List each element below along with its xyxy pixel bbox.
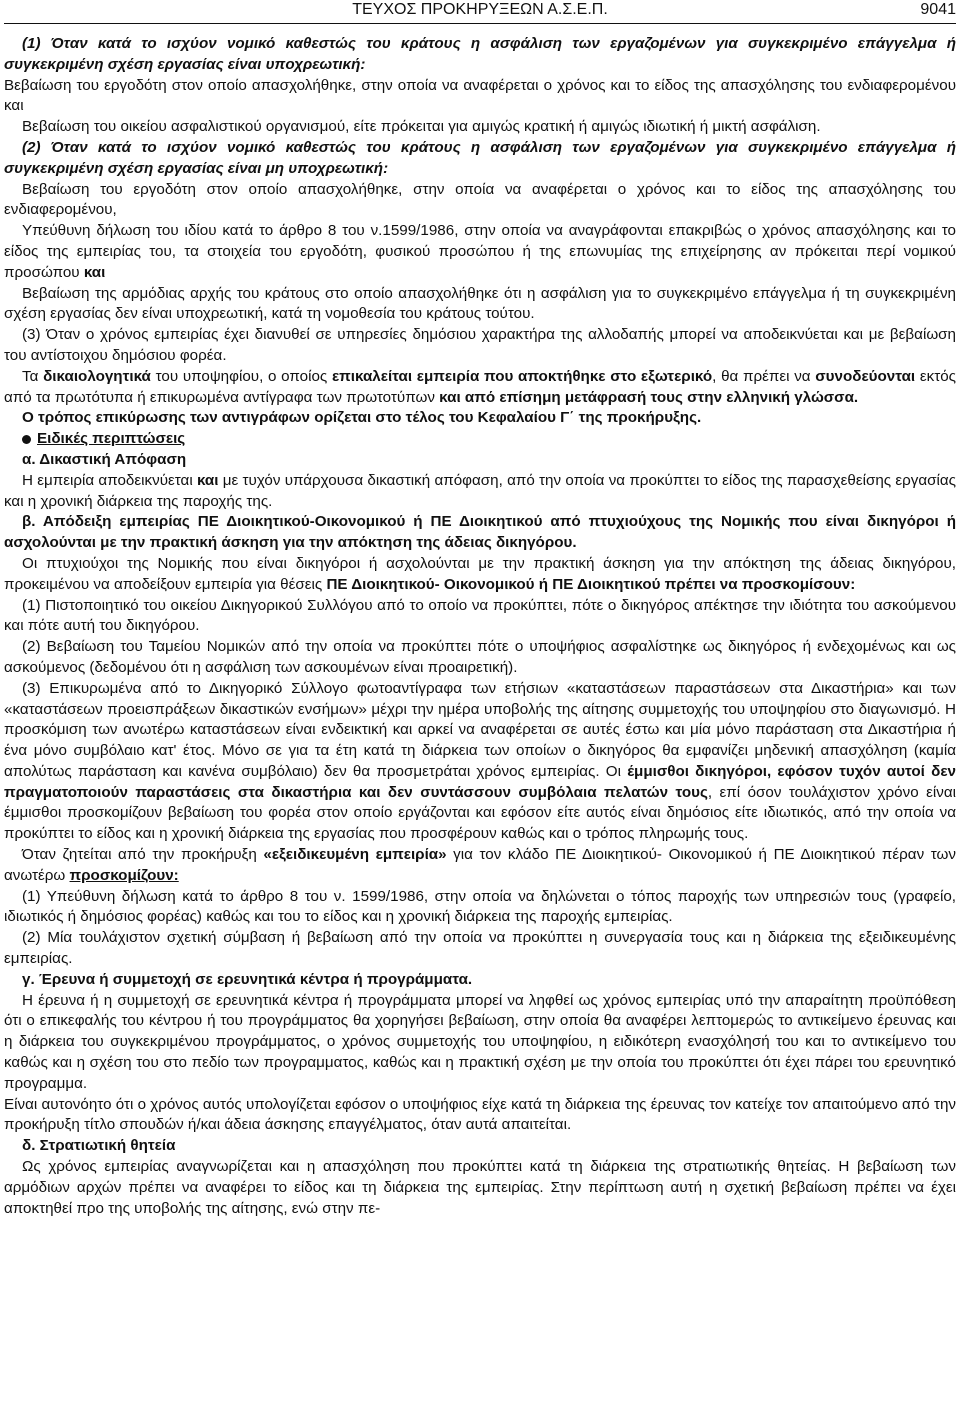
special-cases-heading-text: Ειδικές περιπτώσεις: [37, 430, 186, 448]
case-2-heading: (2) Όταν κατά το ισχύον νομικό καθεστώς του κράτους η ασφάλιση των εργαζομένων για συγκεκριμένο επάγγελμα ή συγκεκριμένη σχέση εργασίας είναι μη υποχρεωτική:: [4, 138, 956, 177]
specialized-item-2: (2) Μία τουλάχιστον σχετική σύμβαση ή βεβαίωση από την οποία να προκύπτει η συνεργασία τους και η διάρκεια της εξειδικευμένης εμπειρίας.: [4, 929, 956, 968]
page-number: 9041: [920, 1, 956, 18]
text-run: , θα πρέπει να: [712, 367, 816, 385]
text-run: Τα: [22, 367, 44, 385]
case-3-paragraph: (3) Όταν ο χρόνος εμπειρίας έχει διανυθεί σε υπηρεσίες δημόσιου χαρακτήρα της αλλοδαπής μπορεί να αποδεικνύεται και με βεβαίωση του αντίστοιχου δημόσιου φορέα.: [4, 326, 956, 364]
section-d-paragraph: Ως χρόνος εμπειρίας αναγνωρίζεται και η απασχόληση που προκύπτει κατά τη διάρκεια της στρατιωτικής θητείας. Η βεβαίωση των αρμόδιων αρχών πρέπει να αναφέρει το είδος και τη διάρκεια της εμπειρίας. Στην περίπτωση αυτή η σχετική βεβαίωση πρέπει να έχει αποκτηθεί προ της υποβολής της αίτησης, ενώ στην πε-: [4, 1158, 956, 1217]
certification-note-text: Ο τρόπος επικύρωσης των αντιγράφων ορίζεται στο τέλος του Κεφαλαίου Γ΄ της προκήρυξης.: [22, 409, 702, 427]
section-a-paragraph: [4, 471, 956, 513]
section-c-paragraph-2: Είναι αυτονόητο ότι ο χρόνος αυτός υπολογίζεται εφόσον ο υποψήφιος είχε κατά τη διάρκεια της έρευνας τον κατείχε τον απαιτούμενο από την προκήρυξη τίτλο σπουδών ή/και άδεια άσκησης επαγγέλματος, όταν αυτά απαιτείται.: [4, 1095, 956, 1134]
text-run: Όταν ζητείται από την προκήρυξη: [22, 846, 264, 864]
section-d-heading: [4, 1136, 956, 1157]
section-c-heading-text: γ. Έρευνα ή συμμετοχή σε ερευνητικά κέντρα ή προγράμματα.: [22, 970, 473, 988]
text-run: του υποψηφίου, ο οποίος: [150, 367, 332, 385]
section-b-item-2: (2) Βεβαίωση του Ταμείου Νομικών από την οποία να προκύπτει πότε ο υποψήφιος ασφαλίστηκε ως δικηγόρος ή ενδεχομένως και ως ασκούμενος (δεδομένου ότι η ασφάλιση των ασκουμένων είναι προαιρετική).: [4, 638, 956, 676]
section-b-item-3: [4, 679, 956, 845]
case-2-item-b: [4, 221, 956, 283]
text-run-bold: συνοδεύονται: [815, 367, 916, 385]
specialized-item-1: (1) Υπεύθυνη δήλωση κατά το άρθρο 8 του ν. 1599/1986, στην οποία να δηλώνεται ο τόπος παροχής των υπηρεσιών τους (γραφείο, ιδιωτικός ή δημόσιος φορέας) καθώς και του το είδος και η χρονική διάρκεια της παροχής εμπειρίας.: [4, 887, 956, 926]
section-c-paragraph-1: Η έρευνα ή η συμμετοχή σε ερευνητικά κέντρα ή προγράμματα μπορεί να ληφθεί ως χρόνος εμπειρίας υπό την απαραίτητη προϋπόθεση ότι ο επικεφαλής του κέντρου ή του προγράμματος θα χορηγήσει βεβαίωση, στην οποία θα αναφέρει λεπτομερώς το αντικείμενο έρευνας και η διάρκεια του συγκεκριμένου προγράμματος, ο χρόνος συμμετοχής του υποψηφίου, η ειδικότερη ενασχόλησή του και το αντικείμενο του καθώς και η σχέση του στο πεδίο των προγραμματος, καθώς και η πρακτική σχέση με την οποία του προκύπτει ότι έχει πάρει του ερευνητικό προγραμμα.: [4, 991, 956, 1092]
section-a-heading: [4, 450, 956, 471]
specialized-experience-paragraph: [4, 845, 956, 887]
section-a-heading-text: α. Δικαστική Απόφαση: [22, 450, 187, 468]
bullet-icon: [22, 435, 31, 444]
page-header-title: ΤΕΥΧΟΣ ΠΡΟΚΗΡΥΞΕΩΝ Α.Σ.Ε.Π.: [352, 1, 608, 18]
certification-note: [4, 408, 956, 429]
section-b-item-1: (1) Πιστοποιητικό του οικείου Δικηγορικού Συλλόγου από το οποίο να προκύπτει, πότε ο δικηγόρος απέκτησε την ιδιότητα του ασκούμενου και πότε αυτή του δικηγόρου.: [4, 596, 956, 635]
special-cases-heading: [4, 429, 956, 450]
section-b-heading: [4, 512, 956, 554]
text-run: Οι πτυχιούχοι της Νομικής που είναι δικηγόροι ή ασχολούνται με την πρακτική άσκηση για την απόκτηση της άδειας δικηγόρου, προκειμένου να αποδείξουν εμπειρία για θέσεις: [4, 554, 956, 593]
text-run-bold: και από επίσημη μετάφρασή τους στην ελληνική γλώσσα.: [439, 388, 859, 406]
text-run: για τον κλάδο ΠΕ Διοικητικού- Οικονομικού ή ΠΕ Διοικητικού πέραν των ανωτέρω: [4, 846, 957, 884]
case-1-heading: (1) Όταν κατά το ισχύον νομικό καθεστώς του κράτους η ασφάλιση των εργαζομένων για συγκεκριμένο επάγγελμα ή συγκεκριμένη σχέση εργασίας είναι υποχρεωτική:: [4, 35, 956, 73]
section-d-heading-text: δ. Στρατιωτική θητεία: [22, 1137, 176, 1155]
case-2-item-a: Βεβαίωση του εργοδότη στον οποίο απασχολήθηκε, στην οποία να αναφέρεται ο χρόνος και το είδος της απασχόλησης του ενδιαφερομένου,: [4, 180, 956, 219]
case-2-item-c: Βεβαίωση της αρμόδιας αρχής του κράτους στο οποίο απασχολήθηκε ότι η ασφάλιση για το συγκεκριμένο επάγγελμα ή τη συγκεκριμένη σχέση εργασίας δεν είναι υποχρεωτική, κατά τη νομοθεσία του κράτους τούτου.: [4, 284, 956, 323]
text-run: με τυχόν υπάρχουσα δικαστική απόφαση, από την οποία να προκύπτει το είδος της παρασχεθείσης εργασίας και η χρονική διάρκεια της παροχής της.: [4, 471, 956, 510]
text-run-bold: και: [196, 471, 219, 489]
translation-paragraph: [4, 367, 956, 409]
text-run: εκτός από τα πρωτότυπα ή επικυρωμένα αντίγραφα των πρωτοτύπων: [4, 367, 956, 406]
section-c-heading: [4, 970, 956, 991]
page-header: [4, 0, 956, 24]
case-1-item-b: Βεβαίωση του οικείου ασφαλιστικού οργανισμού, είτε πρόκειται για αμιγώς κρατική ή αμιγώς ιδιωτική ή μικτή ασφάλιση.: [22, 118, 821, 136]
text-run-bold: επικαλείται εμπειρία που αποκτήθηκε στο εξωτερικό: [331, 367, 713, 385]
section-b-heading-text: β. Απόδειξη εμπειρίας ΠΕ Διοικητικού-Οικονομικού ή ΠΕ Διοικητικού από πτυχιούχους της Νομικής που είναι δικηγόροι ή ασχολούνται με την πρακτική άσκηση για την απόκτηση της άδειας δικηγόρου.: [4, 513, 956, 552]
text-run-bold: δικαιολογητικά: [43, 367, 151, 385]
text-run: , επί όσον τουλάχιστον χρόνο είναι έμμισθοι προσκομίζουν βεβαίωση του φορέα στον οποίο εργάζονται και εφόσον είτε αυτός είναι δημόσιος είτε ιδιωτικός, από την οποία να προκύπτει το είδος και η χρονική διάρκεια της εργασίας που προσφέρουν καθώς και ο τρόπος πληρωμής τους.: [4, 783, 956, 843]
case-2-item-b-and: και: [83, 263, 106, 281]
case-2-item-b-text: Υπεύθυνη δήλωση του ιδίου κατά το άρθρο 8 του ν.1599/1986, στην οποία να αναγράφονται επακριβώς ο χρόνος απασχόλησης και το είδος της εμπειρίας του, τα στοιχεία του εργοδότη, φυσικού προσώπου ή της επωνυμίας της επιχείρησης αν πρόκειται περί νομικού προσώπου: [4, 222, 956, 281]
text-run-bold: «εξειδικευμένη εμπειρία»: [263, 846, 447, 864]
header-divider: [4, 23, 956, 24]
text-run-bold: ΠΕ Διοικητικού- Οικονομικού ή ΠΕ Διοικητικού πρέπει να προσκομίσουν:: [326, 575, 856, 593]
section-b-paragraph: [4, 554, 956, 596]
text-run-bold: έμμισθοι δικηγόροι, εφόσον τυχόν αυτοί δεν πραγματοποιούν παραστάσεις στα δικαστήρια και δεν συντάσσουν συμβόλαια πελατών τους: [4, 762, 956, 801]
text-run: Η εμπειρία αποδεικνύεται: [22, 471, 197, 489]
case-1-item-a: Βεβαίωση του εργοδότη στον οποίο απασχολήθηκε, στην οποία να αναφέρεται ο χρόνος και το είδος της απασχόλησης του ενδιαφερομένου και: [4, 76, 956, 115]
text-run: (3) Επικυρωμένα από το Δικηγορικό Σύλλογο φωτοαντίγραφα των ετήσιων «καταστάσεων παραστάσεων στα Δικαστήρια» και των «καταστάσεων προεισπράξεων δικαστικών ενσήμων» μέχρι την ημέρα υποβολής της αίτησης συμμετοχής του υποψηφίου στο διαγωνισμό. Η προσκόμιση των ανωτέρω καταστάσεων είναι ενδεικτική και αρκεί να αναφέρεται σε αυτές έστω και μία μόνο παράσταση στα Δικαστήρια ή ένα μόνο συμβόλαιο κατ' έτος. Μόνο σε για τα έτη κατά τη διάρκεια των οποίων ο δικηγόρος θα εμφανίζει μηδενική απασχόληση (καμία απολύτως παράσταση και κανένα συμβόλαιο) δεν θα προσμετράται χρόνος εμπειρίας. Οι: [4, 679, 956, 780]
text-run-bold-underlined: προσκομίζουν:: [69, 866, 179, 884]
